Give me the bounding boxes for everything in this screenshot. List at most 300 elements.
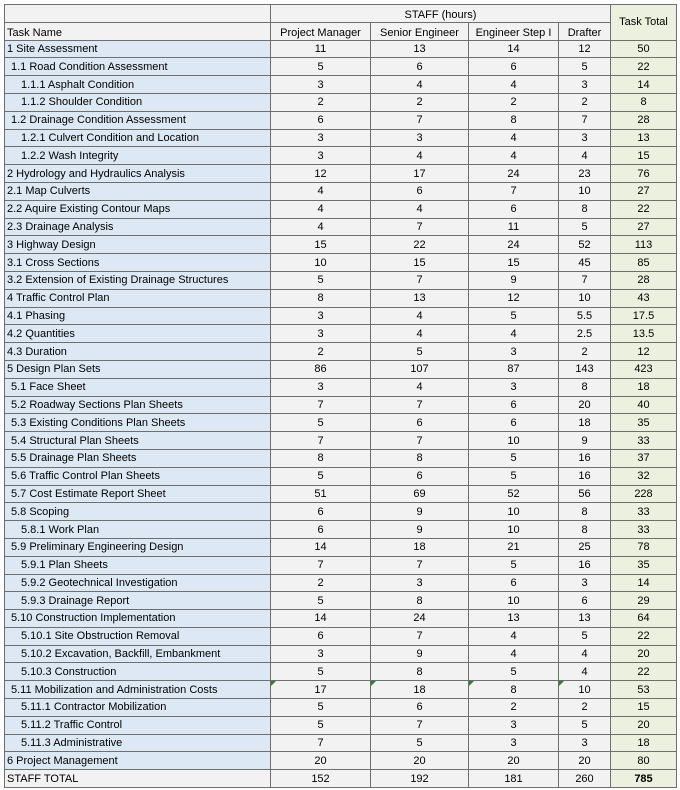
- project-manager-hours: 4: [271, 218, 371, 236]
- staff-total-row: [5, 770, 677, 788]
- engineer-step-1-hours: 8: [469, 681, 559, 699]
- engineer-step-1-hours: 13: [469, 610, 559, 628]
- task-total-hours: 14: [611, 76, 677, 94]
- task-name: 3 Highway Design: [5, 236, 271, 254]
- project-manager-header: Project Manager: [271, 22, 371, 40]
- senior-engineer-hours: 7: [371, 716, 469, 734]
- task-total-hours: 35: [611, 556, 677, 574]
- task-name: 5.8.1 Work Plan: [5, 521, 271, 539]
- task-row: [5, 467, 677, 485]
- drafter-hours: 143: [559, 360, 611, 378]
- drafter-hours: 5: [559, 58, 611, 76]
- senior-engineer-hours: 18: [371, 681, 469, 699]
- task-row: [5, 521, 677, 539]
- task-total-hours: 20: [611, 645, 677, 663]
- drafter-hours: 7: [559, 271, 611, 289]
- task-name: 5.2 Roadway Sections Plan Sheets: [5, 396, 271, 414]
- engineer-step-1-hours: 5: [469, 449, 559, 467]
- header-row-2: [5, 22, 677, 40]
- engineer-step-1-hours: 6: [469, 58, 559, 76]
- task-name: 5.1 Face Sheet: [5, 378, 271, 396]
- task-total-hours: 12: [611, 343, 677, 361]
- drafter-hours: 2.5: [559, 325, 611, 343]
- task-row: [5, 396, 677, 414]
- drafter-hours: 10: [559, 182, 611, 200]
- senior-engineer-hours: 13: [371, 40, 469, 58]
- project-manager-hours: 5: [271, 271, 371, 289]
- task-name: 5.7 Cost Estimate Report Sheet: [5, 485, 271, 503]
- drafter-hours: 18: [559, 414, 611, 432]
- engineer-step-1-hours: 10: [469, 503, 559, 521]
- engineer-step-1-header: Engineer Step I: [469, 22, 559, 40]
- senior-engineer-hours: 4: [371, 147, 469, 165]
- task-row: [5, 307, 677, 325]
- engineer-step-1-hours: 8: [469, 111, 559, 129]
- project-manager-hours: 4: [271, 200, 371, 218]
- project-manager-hours: 14: [271, 610, 371, 628]
- drafter-hours: 8: [559, 521, 611, 539]
- engineer-step-1-hours: 10: [469, 521, 559, 539]
- task-row: [5, 485, 677, 503]
- task-name: 5 Design Plan Sets: [5, 360, 271, 378]
- drafter-hours: 260: [559, 770, 611, 788]
- task-row: [5, 681, 677, 699]
- drafter-hours: 2: [559, 93, 611, 111]
- project-manager-hours: 6: [271, 111, 371, 129]
- task-total-hours: 22: [611, 58, 677, 76]
- senior-engineer-hours: 9: [371, 503, 469, 521]
- drafter-hours: 3: [559, 129, 611, 147]
- task-total-hours: 78: [611, 538, 677, 556]
- task-name: 4.3 Duration: [5, 343, 271, 361]
- senior-engineer-hours: 192: [371, 770, 469, 788]
- task-row: [5, 699, 677, 717]
- task-name: 6 Project Management: [5, 752, 271, 770]
- task-row: [5, 254, 677, 272]
- task-row: [5, 271, 677, 289]
- senior-engineer-hours: 4: [371, 325, 469, 343]
- drafter-hours: 10: [559, 681, 611, 699]
- drafter-hours: 16: [559, 449, 611, 467]
- senior-engineer-hours: 18: [371, 538, 469, 556]
- engineer-step-1-hours: 5: [469, 663, 559, 681]
- task-row: [5, 378, 677, 396]
- drafter-hours: 16: [559, 467, 611, 485]
- drafter-hours: 2: [559, 699, 611, 717]
- project-manager-hours: 86: [271, 360, 371, 378]
- task-name: 4.2 Quantities: [5, 325, 271, 343]
- engineer-step-1-hours: 21: [469, 538, 559, 556]
- senior-engineer-hours: 3: [371, 574, 469, 592]
- task-row: [5, 93, 677, 111]
- drafter-hours: 52: [559, 236, 611, 254]
- senior-engineer-hours: 7: [371, 271, 469, 289]
- task-name: 5.3 Existing Conditions Plan Sheets: [5, 414, 271, 432]
- task-total-hours: 40: [611, 396, 677, 414]
- engineer-step-1-hours: 5: [469, 467, 559, 485]
- engineer-step-1-hours: 24: [469, 236, 559, 254]
- senior-engineer-hours: 7: [371, 627, 469, 645]
- header-row-1: [5, 5, 677, 23]
- task-total-hours: 76: [611, 165, 677, 183]
- task-name: 5.11.2 Traffic Control: [5, 716, 271, 734]
- senior-engineer-hours: 8: [371, 592, 469, 610]
- project-manager-hours: 3: [271, 76, 371, 94]
- task-total-hours: 20: [611, 716, 677, 734]
- senior-engineer-hours: 7: [371, 432, 469, 450]
- project-manager-hours: 4: [271, 182, 371, 200]
- task-total-hours: 29: [611, 592, 677, 610]
- drafter-hours: 5: [559, 716, 611, 734]
- project-manager-hours: 15: [271, 236, 371, 254]
- drafter-hours: 25: [559, 538, 611, 556]
- drafter-hours: 9: [559, 432, 611, 450]
- task-total-hours: 64: [611, 610, 677, 628]
- task-name: 1.1 Road Condition Assessment: [5, 58, 271, 76]
- task-name: 3.1 Cross Sections: [5, 254, 271, 272]
- drafter-hours: 20: [559, 396, 611, 414]
- engineer-step-1-hours: 11: [469, 218, 559, 236]
- task-row: [5, 663, 677, 681]
- senior-engineer-hours: 4: [371, 378, 469, 396]
- drafter-hours: 5: [559, 218, 611, 236]
- task-total-hours: 32: [611, 467, 677, 485]
- task-total-hours: 53: [611, 681, 677, 699]
- task-row: [5, 76, 677, 94]
- senior-engineer-hours: 107: [371, 360, 469, 378]
- project-manager-hours: 3: [271, 129, 371, 147]
- task-row: [5, 610, 677, 628]
- project-manager-hours: 12: [271, 165, 371, 183]
- project-manager-hours: 8: [271, 449, 371, 467]
- staff-total-label: STAFF TOTAL: [5, 770, 271, 788]
- senior-engineer-hours: 6: [371, 58, 469, 76]
- task-row: [5, 592, 677, 610]
- task-row: [5, 449, 677, 467]
- task-name: 5.8 Scoping: [5, 503, 271, 521]
- project-manager-hours: 20: [271, 752, 371, 770]
- task-total-hours: 22: [611, 663, 677, 681]
- senior-engineer-hours: 17: [371, 165, 469, 183]
- engineer-step-1-hours: 10: [469, 592, 559, 610]
- drafter-hours: 45: [559, 254, 611, 272]
- senior-engineer-hours: 69: [371, 485, 469, 503]
- senior-engineer-hours: 9: [371, 521, 469, 539]
- task-total-hours: 17.5: [611, 307, 677, 325]
- task-total-hours: 18: [611, 378, 677, 396]
- task-name: 5.10 Construction Implementation: [5, 610, 271, 628]
- task-total-hours: 228: [611, 485, 677, 503]
- drafter-hours: 4: [559, 663, 611, 681]
- senior-engineer-hours: 8: [371, 449, 469, 467]
- senior-engineer-hours: 7: [371, 111, 469, 129]
- task-name: 2 Hydrology and Hydraulics Analysis: [5, 165, 271, 183]
- task-total-hours: 85: [611, 254, 677, 272]
- project-manager-hours: 6: [271, 503, 371, 521]
- task-total-hours: 28: [611, 271, 677, 289]
- task-total-hours: 27: [611, 218, 677, 236]
- task-total-hours: 33: [611, 503, 677, 521]
- task-name-header: Task Name: [5, 22, 271, 40]
- drafter-hours: 5.5: [559, 307, 611, 325]
- project-manager-hours: 5: [271, 663, 371, 681]
- engineer-step-1-hours: 6: [469, 574, 559, 592]
- task-total-hours: 35: [611, 414, 677, 432]
- project-manager-hours: 5: [271, 467, 371, 485]
- task-name: 3.2 Extension of Existing Drainage Structures: [5, 271, 271, 289]
- project-manager-hours: 10: [271, 254, 371, 272]
- task-row: [5, 58, 677, 76]
- task-total-hours: 43: [611, 289, 677, 307]
- task-name: 5.9.2 Geotechnical Investigation: [5, 574, 271, 592]
- task-row: [5, 645, 677, 663]
- drafter-hours: 20: [559, 752, 611, 770]
- senior-engineer-hours: 3: [371, 129, 469, 147]
- grand-total-hours: 785: [611, 770, 677, 788]
- project-manager-hours: 3: [271, 645, 371, 663]
- engineer-step-1-hours: 4: [469, 147, 559, 165]
- senior-engineer-hours: 7: [371, 218, 469, 236]
- senior-engineer-hours: 6: [371, 699, 469, 717]
- task-total-hours: 15: [611, 699, 677, 717]
- engineer-step-1-hours: 15: [469, 254, 559, 272]
- senior-engineer-hours: 24: [371, 610, 469, 628]
- drafter-hours: 8: [559, 503, 611, 521]
- task-name: 5.5 Drainage Plan Sheets: [5, 449, 271, 467]
- task-name: 5.11.1 Contractor Mobilization: [5, 699, 271, 717]
- task-row: [5, 538, 677, 556]
- senior-engineer-hours: 2: [371, 93, 469, 111]
- task-row: [5, 40, 677, 58]
- engineer-step-1-hours: 4: [469, 325, 559, 343]
- task-row: [5, 147, 677, 165]
- engineer-step-1-hours: 7: [469, 182, 559, 200]
- task-row: [5, 218, 677, 236]
- senior-engineer-hours: 6: [371, 467, 469, 485]
- task-name: 5.9.3 Drainage Report: [5, 592, 271, 610]
- engineer-step-1-hours: 4: [469, 76, 559, 94]
- task-name: 1.1.2 Shoulder Condition: [5, 93, 271, 111]
- task-row: [5, 360, 677, 378]
- senior-engineer-hours: 5: [371, 734, 469, 752]
- engineer-step-1-hours: 3: [469, 734, 559, 752]
- task-row: [5, 503, 677, 521]
- task-row: [5, 236, 677, 254]
- drafter-hours: 56: [559, 485, 611, 503]
- project-manager-hours: 2: [271, 93, 371, 111]
- task-name: 2.1 Map Culverts: [5, 182, 271, 200]
- drafter-hours: 4: [559, 645, 611, 663]
- project-manager-hours: 3: [271, 147, 371, 165]
- drafter-hours: 5: [559, 627, 611, 645]
- task-total-hours: 13.5: [611, 325, 677, 343]
- project-manager-hours: 6: [271, 521, 371, 539]
- engineer-step-1-hours: 5: [469, 307, 559, 325]
- task-name: 5.10.2 Excavation, Backfill, Embankment: [5, 645, 271, 663]
- task-total-header: Task Total: [611, 5, 677, 41]
- engineer-step-1-hours: 3: [469, 378, 559, 396]
- drafter-hours: 2: [559, 343, 611, 361]
- senior-engineer-header: Senior Engineer: [371, 22, 469, 40]
- drafter-hours: 13: [559, 610, 611, 628]
- senior-engineer-hours: 6: [371, 182, 469, 200]
- drafter-hours: 4: [559, 147, 611, 165]
- task-total-hours: 423: [611, 360, 677, 378]
- task-row: [5, 111, 677, 129]
- project-manager-hours: 51: [271, 485, 371, 503]
- senior-engineer-hours: 8: [371, 663, 469, 681]
- engineer-step-1-hours: 10: [469, 432, 559, 450]
- task-name: 1.1.1 Asphalt Condition: [5, 76, 271, 94]
- drafter-hours: 12: [559, 40, 611, 58]
- task-total-hours: 14: [611, 574, 677, 592]
- task-name: 1.2.2 Wash Integrity: [5, 147, 271, 165]
- project-manager-hours: 14: [271, 538, 371, 556]
- task-name: 5.11 Mobilization and Administration Costs: [5, 681, 271, 699]
- task-row: [5, 129, 677, 147]
- staff-hours-group-header: STAFF (hours): [271, 5, 611, 23]
- senior-engineer-hours: 15: [371, 254, 469, 272]
- task-row: [5, 343, 677, 361]
- senior-engineer-hours: 4: [371, 200, 469, 218]
- project-manager-hours: 2: [271, 343, 371, 361]
- project-manager-hours: 3: [271, 307, 371, 325]
- task-total-hours: 33: [611, 432, 677, 450]
- project-manager-hours: 152: [271, 770, 371, 788]
- task-total-hours: 50: [611, 40, 677, 58]
- task-total-hours: 113: [611, 236, 677, 254]
- task-total-hours: 22: [611, 200, 677, 218]
- task-row: [5, 627, 677, 645]
- project-manager-hours: 5: [271, 592, 371, 610]
- drafter-hours: 3: [559, 734, 611, 752]
- drafter-header: Drafter: [559, 22, 611, 40]
- drafter-hours: 16: [559, 556, 611, 574]
- senior-engineer-hours: 5: [371, 343, 469, 361]
- task-name: 1 Site Assessment: [5, 40, 271, 58]
- engineer-step-1-hours: 3: [469, 343, 559, 361]
- project-manager-hours: 7: [271, 556, 371, 574]
- project-manager-hours: 8: [271, 289, 371, 307]
- task-total-hours: 80: [611, 752, 677, 770]
- engineer-step-1-hours: 4: [469, 129, 559, 147]
- engineer-step-1-hours: 4: [469, 627, 559, 645]
- drafter-hours: 3: [559, 574, 611, 592]
- senior-engineer-hours: 22: [371, 236, 469, 254]
- engineer-step-1-hours: 2: [469, 699, 559, 717]
- task-total-hours: 28: [611, 111, 677, 129]
- engineer-step-1-hours: 9: [469, 271, 559, 289]
- drafter-hours: 7: [559, 111, 611, 129]
- drafter-hours: 8: [559, 200, 611, 218]
- project-manager-hours: 5: [271, 699, 371, 717]
- engineer-step-1-hours: 52: [469, 485, 559, 503]
- project-manager-hours: 5: [271, 716, 371, 734]
- task-row: [5, 414, 677, 432]
- drafter-hours: 23: [559, 165, 611, 183]
- task-total-hours: 27: [611, 182, 677, 200]
- task-name: 2.3 Drainage Analysis: [5, 218, 271, 236]
- senior-engineer-hours: 6: [371, 414, 469, 432]
- task-row: [5, 325, 677, 343]
- header-blank-cell: [5, 5, 271, 23]
- task-row: [5, 734, 677, 752]
- staff-hours-table: [4, 4, 677, 788]
- drafter-hours: 8: [559, 378, 611, 396]
- senior-engineer-hours: 7: [371, 556, 469, 574]
- engineer-step-1-hours: 5: [469, 556, 559, 574]
- senior-engineer-hours: 9: [371, 645, 469, 663]
- project-manager-hours: 3: [271, 325, 371, 343]
- task-name: 4.1 Phasing: [5, 307, 271, 325]
- senior-engineer-hours: 20: [371, 752, 469, 770]
- project-manager-hours: 7: [271, 734, 371, 752]
- task-name: 1.2 Drainage Condition Assessment: [5, 111, 271, 129]
- task-row: [5, 574, 677, 592]
- task-name: 4 Traffic Control Plan: [5, 289, 271, 307]
- task-row: [5, 716, 677, 734]
- task-name: 1.2.1 Culvert Condition and Location: [5, 129, 271, 147]
- project-manager-hours: 5: [271, 414, 371, 432]
- engineer-step-1-hours: 24: [469, 165, 559, 183]
- project-manager-hours: 17: [271, 681, 371, 699]
- task-row: [5, 165, 677, 183]
- task-total-hours: 15: [611, 147, 677, 165]
- project-manager-hours: 5: [271, 58, 371, 76]
- task-total-hours: 13: [611, 129, 677, 147]
- task-total-hours: 18: [611, 734, 677, 752]
- engineer-step-1-hours: 6: [469, 414, 559, 432]
- task-name: 5.9.1 Plan Sheets: [5, 556, 271, 574]
- engineer-step-1-hours: 12: [469, 289, 559, 307]
- task-row: [5, 432, 677, 450]
- task-name: 5.11.3 Administrative: [5, 734, 271, 752]
- task-total-hours: 22: [611, 627, 677, 645]
- project-manager-hours: 3: [271, 378, 371, 396]
- task-name: 5.6 Traffic Control Plan Sheets: [5, 467, 271, 485]
- senior-engineer-hours: 4: [371, 76, 469, 94]
- engineer-step-1-hours: 20: [469, 752, 559, 770]
- task-name: 5.4 Structural Plan Sheets: [5, 432, 271, 450]
- engineer-step-1-hours: 3: [469, 716, 559, 734]
- engineer-step-1-hours: 6: [469, 396, 559, 414]
- senior-engineer-hours: 4: [371, 307, 469, 325]
- engineer-step-1-hours: 4: [469, 645, 559, 663]
- task-row: [5, 182, 677, 200]
- engineer-step-1-hours: 87: [469, 360, 559, 378]
- project-manager-hours: 11: [271, 40, 371, 58]
- task-name: 5.9 Preliminary Engineering Design: [5, 538, 271, 556]
- engineer-step-1-hours: 6: [469, 200, 559, 218]
- task-total-hours: 33: [611, 521, 677, 539]
- task-name: 2.2 Aquire Existing Contour Maps: [5, 200, 271, 218]
- senior-engineer-hours: 13: [371, 289, 469, 307]
- task-row: [5, 752, 677, 770]
- project-manager-hours: 7: [271, 432, 371, 450]
- drafter-hours: 6: [559, 592, 611, 610]
- project-manager-hours: 6: [271, 627, 371, 645]
- drafter-hours: 10: [559, 289, 611, 307]
- engineer-step-1-hours: 181: [469, 770, 559, 788]
- drafter-hours: 3: [559, 76, 611, 94]
- project-manager-hours: 2: [271, 574, 371, 592]
- task-row: [5, 556, 677, 574]
- project-manager-hours: 7: [271, 396, 371, 414]
- engineer-step-1-hours: 14: [469, 40, 559, 58]
- task-name: 5.10.1 Site Obstruction Removal: [5, 627, 271, 645]
- senior-engineer-hours: 7: [371, 396, 469, 414]
- task-row: [5, 200, 677, 218]
